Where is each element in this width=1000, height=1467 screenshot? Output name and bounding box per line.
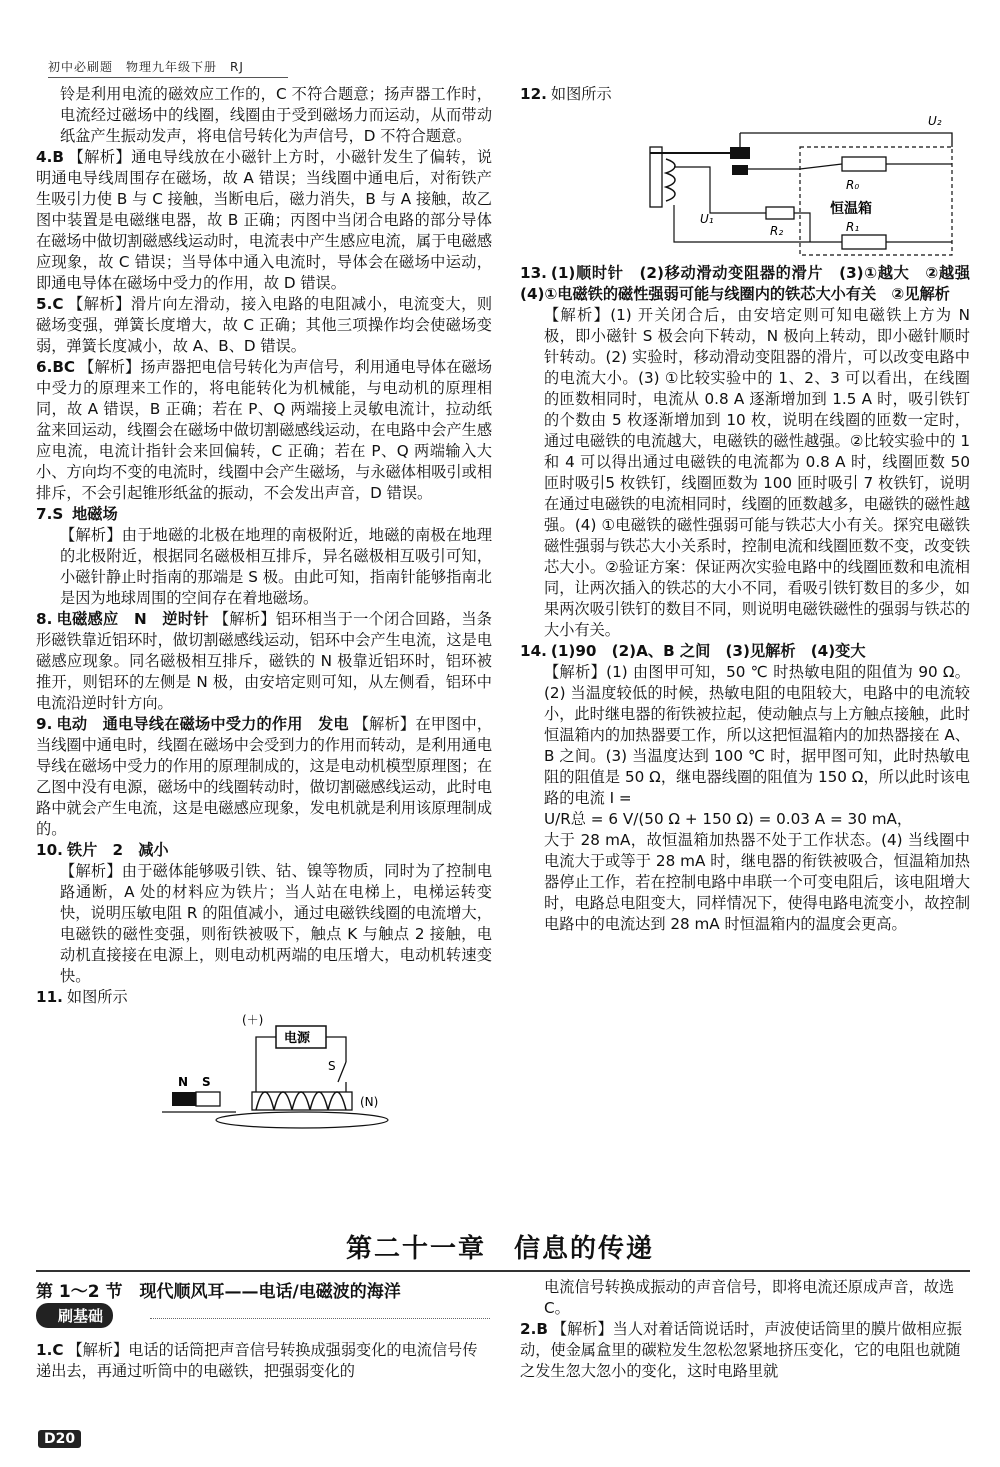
r2-label: R₂: [770, 224, 784, 238]
pole-label: (N): [360, 1095, 379, 1109]
answer-key: 电动 通电导线在磁场中受力的作用 发电: [56, 715, 349, 733]
answer-number: 14.: [520, 642, 547, 660]
electromagnet-frame: [650, 147, 662, 207]
answer-key: 地磁场: [72, 505, 118, 523]
answer-text: 【解析】铝环相当于一个闭合回路，当条形磁铁靠近铝环时，做切割磁感线运动，铝环中会产生电流，这是电磁感应现象。同名磁极相互排斥，磁铁的 N 极靠近铝环时，铝环被推开，则铝环的左侧是 N 极，由安培定则可知，从左侧看，铝环中电流沿逆时针方向。: [36, 610, 492, 712]
answer-number: 11.: [36, 988, 63, 1006]
power-source-label: 电源: [284, 1031, 311, 1046]
answer-text: 【解析】滑片向左滑动，接入电路的电阻减小，电流变大，则磁场变强，弹簧长度增大，故 C 正确；其他三项操作均会使磁场变弱，弹簧长度减小，故 A、B、D 错误。: [36, 295, 492, 355]
answer-1: [36, 1340, 492, 1382]
thermostat-box: [800, 147, 952, 255]
answer-11: [36, 987, 492, 1008]
r2-rheostat: [766, 207, 794, 219]
plus-label: (＋): [242, 1013, 264, 1027]
answer-key: 电磁感应 N 逆时针: [56, 610, 209, 628]
r1-label: R₁: [846, 220, 860, 234]
answer-13: [520, 263, 986, 305]
answer-number: 2.B: [520, 1320, 548, 1338]
answer-number: 4.B: [36, 148, 64, 166]
answer-9: [36, 714, 492, 840]
answer-12: [520, 84, 970, 105]
answer-text: 如图所示: [66, 988, 128, 1006]
figure-11-circuit: [156, 1012, 486, 1132]
solenoid-core: [252, 1092, 352, 1110]
r0-resistor: [842, 157, 886, 171]
bottom-right-column: [520, 1277, 970, 1382]
answer-text: 【解析】(1) 由图甲可知，50 ℃ 时热敏电阻的阻值为 90 Ω。(2) 当温度较低的时候，热敏电阻的电阻较大，电路中的电流较小，此时继电器的衔铁被拉起，使动触点与上方触点接触，此时恒温箱内的加热器要工作，所以这把恒温箱内的加热器接在 A、B 之间。(3) 当温度达到 100 ℃ 时，据甲图可知，此时热敏电阻的阻值是 50 Ω，继电器线圈的阻值为 150 Ω，所以此时该电路的电流 I =: [544, 663, 970, 807]
answer-5: [36, 294, 492, 357]
stand-base: [216, 1112, 388, 1128]
r0-label: R₀: [846, 178, 860, 192]
answer-key: (1)顺时针 (2)移动滑动变阻器的滑片 (3)①越大 ②越强 (4)①电磁铁的磁性强弱可能与线圈内的铁芯大小有关 ②见解析: [520, 264, 986, 303]
answer-6: [36, 357, 492, 504]
divider: [150, 1318, 490, 1319]
answer-text: 如图所示: [550, 85, 612, 103]
right-column: [520, 84, 986, 935]
answer-number: 1.C: [36, 1341, 64, 1359]
r1-resistor: [842, 235, 886, 249]
formula: U/R总 = 6 V/(50 Ω + 150 Ω) = 0.03 A = 30 mA，: [544, 810, 913, 828]
thermostat-label: 恒温箱: [830, 201, 872, 217]
bottom-left-column: [36, 1340, 492, 1382]
answer-number: 8.: [36, 610, 53, 628]
answer-text: 【解析】由于地磁的北极在地理的南极附近，地磁的南极在地理的北极附近，根据同名磁极相互排斥，异名磁极相互吸引可知，小磁针静止时指南的那端是 S 极。由此可知，指南针能够指南北是因为地球周围的空间存在着地磁场。: [60, 526, 492, 607]
contact-lower: [732, 165, 748, 175]
paragraph: 铃是利用电流的磁效应工作的，C 不符合题意；扬声器工作时，电流经过磁场中的线圈，线圈由于受到磁场力而运动，从而带动纸盆产生振动发声，将电信号转化为声信号，D 不符合题意。: [60, 85, 492, 145]
answer-text: 【解析】在甲图中，当线圈中通电时，线圈在磁场中会受到力的作用而转动，是利用通电导线在磁场中受力的作用的原理制成的，这是电动机模型原理图；在乙图中没有电源，磁场中的线圈转动时，做切割磁感线运动，此时电路中就会产生电流，这是电磁感应现象，发电机就是利用该原理制成的。: [36, 715, 493, 838]
answer-number: 6.BC: [36, 358, 76, 376]
answer-text: 【解析】由于磁体能够吸引铁、钴、镍等物质，同时为了控制电路通断，A 处的材料应为铁片；当人站在电梯上，电梯运转变快，说明压敏电阻 R 的阻值减小，通过电磁铁线圈的电流增大，电磁铁的磁性变强，则衔铁被吸下，触点 K 与触点 2 接触，电动机直接接在电源上，则电动机两端的电压增大，电动机转速变快。: [60, 862, 492, 985]
answer-text: 【解析】电话的话筒把声音信号转换成强弱变化的电流信号传递出去，再通过听筒中的电磁铁，把强弱变化的: [36, 1341, 478, 1380]
section-title: 第 1～2 节 现代顺风耳——电话/电磁波的海洋: [36, 1282, 401, 1302]
switch-lever: [338, 1062, 346, 1082]
answer-number: 9.: [36, 715, 53, 733]
u2-label: U₂: [928, 114, 942, 128]
answer-7: [36, 504, 492, 525]
answer-number: 7.S: [36, 505, 64, 523]
answer-text: 【解析】扬声器把电信号转化为声信号，利用通电导体在磁场中受力的原理来工作的，将电能转化为机械能，与电动机的原理相同，故 A 错误，B 正确；若在 P、Q 两端接上灵敏电流计，拉动纸盆来回运动，线圈会在磁场中做切割磁感线运动，在电路中会产生感应电流，电流计指针会来回偏转，C 正确；若在 P、Q 两端输入大小、方向均不变的电流时，线圈中会产生磁场，与永磁体相吸引或相排斥，不会引起锥形纸盆的振动，不会发出声音，D 错误。: [36, 358, 492, 502]
paragraph: 电流信号转换成振动的声音信号，即将电流还原成声音，故选 C。: [544, 1278, 955, 1317]
switch-label: S: [328, 1059, 336, 1073]
magnet-s-label: S: [202, 1075, 211, 1089]
answer-14: [520, 641, 970, 662]
magnet-n-label: N: [178, 1075, 189, 1089]
chapter-rule: [36, 1270, 970, 1272]
answer-text: 【解析】通电导线放在小磁针上方时，小磁针发生了偏转，说明通电导线周围存在磁场，故 A 错误；当线圈中通电后，对衔铁产生吸引力使 B 与 C 接触，当断电后，磁力消失，B 与 A 接触，故乙图中装置是电磁继电器，故 B 正确；丙图中当闭合电路的部分导体在磁场中做切割磁感线运动时，电流表中产生感应电流，属于电磁感应现象，故 C 错误；当导体中通入电流时，导体会在磁场中运动，即通电导体在磁场中受力的作用，故 D 错误。: [36, 148, 492, 292]
magnet-south-half: [196, 1092, 220, 1106]
answer-key: 铁片 2 减小: [66, 841, 169, 859]
answer-text: 大于 28 mA，故恒温箱加热器不处于工作状态。(4) 当线圈中电流大于或等于 28 mA 时，继电器的衔铁被吸合，恒温箱加热器停止工作，若在控制电路中串联一个可变电阻后，该电阻增大时，电路总电阻变大，同样情况下，使得电路电流变小，故控制电路中的电流达到 28 mA 时恒温箱内的温度会更高。: [544, 831, 970, 933]
solenoid-coil: [256, 1092, 346, 1110]
badge: 刷基础: [36, 1303, 113, 1328]
figure-12-circuit: [630, 107, 960, 257]
magnet-north-half: [172, 1092, 196, 1106]
answer-number: 5.C: [36, 295, 64, 313]
page-number: D20: [38, 1430, 81, 1448]
answer-text: 【解析】(1) 开关闭合后，由安培定则可知电磁铁上方为 N 极，即小磁针 S 极会向下转动，N 极向上转动，即小磁针顺时针转动。(2) 实验时，移动滑动变阻器的滑片，可以改变电路中的电流大小。(3) ①比较实验中的 1、2、3 可以看出，在线圈的匝数相同时，电流从 0.8 A 逐渐增加到 1.5 A 时，吸引铁钉的个数由 5 枚逐渐增加到 10 枚，说明在线圈的匝数一定时，通过电磁铁的电流越大，电磁铁的磁性越强。②比较实验中的 1 和 4 可以得出通过电磁铁的电流都为 0.8 A 时，线圈匝数 50 匝时吸引5 枚铁钉，线圈匝数为 100 匝时吸引 7 枚铁钉，说明在通过电磁铁的电流相同时，线圈的匝数越多，电磁铁的磁性越强。(4) ①电磁铁的磁性强弱可能与铁芯大小有关。探究电磁铁磁性强弱与铁芯大小关系时，控制电流和线圈匝数不变，改变铁芯大小。②验证方案：保证两次实验电路中的线圈匝数和电流相同，让两次插入的铁芯的大小不同，看吸引铁钉数目的多少，如果两次吸引铁钉的数目不同，则说明电磁铁磁性的强弱与铁芯的大小有关。: [544, 306, 970, 639]
chapter-title: 第二十一章 信息的传递: [345, 1234, 654, 1264]
answer-number: 12.: [520, 85, 547, 103]
answer-number: 13.: [520, 264, 547, 282]
answer-text: 【解析】当人对着话筒说话时，声波使话筒里的膜片做相应振动，使金属盒里的碳粒发生忽松忽紧地挤压变化，它的电阻也就随之发生忽大忽小的变化，这时电路里就: [520, 1320, 962, 1380]
answer-2: [520, 1319, 970, 1382]
relay-coil: [666, 159, 675, 201]
answer-10: [36, 840, 492, 861]
answer-key: (1)90 (2)A、B 之间 (3)见解析 (4)变大: [550, 642, 866, 660]
answer-8: [36, 609, 492, 714]
answer-number: 10.: [36, 841, 63, 859]
left-column: [36, 84, 492, 1138]
u1-label: U₁: [700, 212, 714, 226]
page-header: 初中必刷题 物理九年级下册 RJ: [48, 58, 288, 78]
answer-4: [36, 147, 492, 294]
contact: [730, 147, 750, 159]
